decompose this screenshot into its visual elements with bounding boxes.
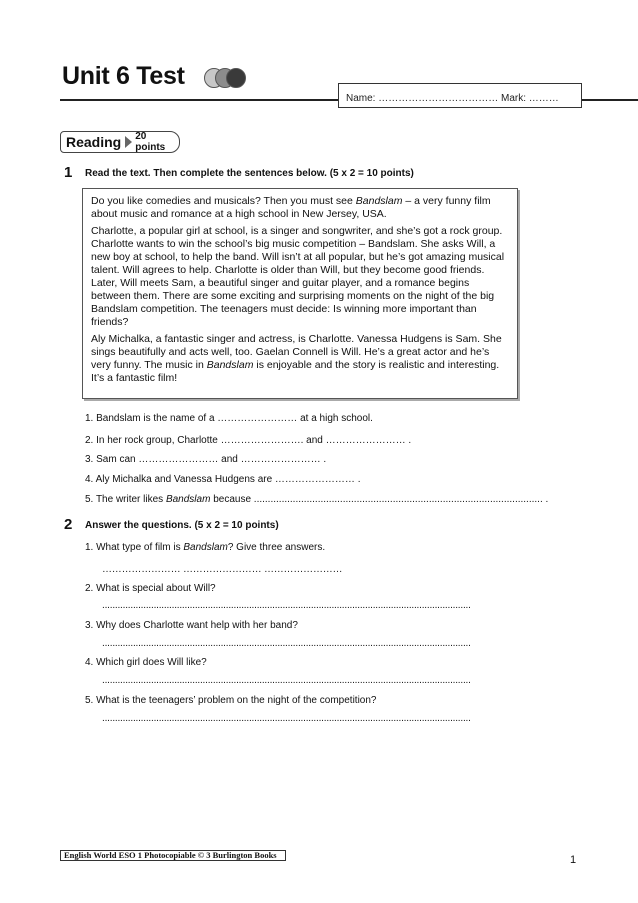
text-run: 1. Bandslam is the name of a …………………… at a high school. (85, 413, 373, 424)
exercise-1-number: 1 (64, 164, 73, 181)
italic-text: Bandslam (183, 542, 228, 553)
text-run: 5. The writer likes (85, 494, 166, 505)
unit-circles-icon (204, 68, 248, 90)
answer-line: ............................................................................................................................................... (102, 713, 471, 724)
answer-line: …………………… …………………… …………………… (102, 564, 343, 575)
text-run: is enjoyable and the story is realistic and interesting. It’s a fantastic film! (91, 359, 500, 384)
answer-line: ............................................................................................................................................... (102, 675, 471, 686)
section-tab (60, 131, 180, 153)
text-run: 2. In her rock group, Charlotte ……………………. and …………………… . (85, 435, 412, 446)
sentence-item (85, 474, 360, 485)
text-run: Aly Michalka, a fantastic singer and actress, is Charlotte. Vanessa Hudgens is Sam. She sings beautifully and acts well, too. Gaelan Connell is Will. He’s a great actor and he’s very funny. The music in (91, 333, 502, 371)
sentence-item (85, 494, 548, 505)
italic-text: Bandslam (165, 494, 211, 505)
text-run: 3. Sam can …………………… and …………………… . (85, 454, 327, 465)
text-run: 1. What type of film is (85, 542, 184, 553)
question-item (85, 620, 298, 631)
text-run: 4. Which girl does Will like? (85, 657, 207, 668)
text-run: 5. What is the teenagers’ problem on the night of the competition? (85, 695, 377, 706)
question-item (85, 583, 216, 594)
text-run: because ........................................................................................................ . (210, 494, 549, 505)
exercise-2-instruction: Answer the questions. (5 x 2 = 10 points) (85, 520, 279, 531)
question-item (85, 657, 207, 668)
sentence-item (85, 413, 373, 424)
answer-line: ............................................................................................................................................... (102, 638, 471, 649)
reading-text-box (82, 188, 518, 399)
exercise-1-instruction: Read the text. Then complete the sentences below. (5 x 2 = 10 points) (85, 168, 414, 179)
text-run: Charlotte, a popular girl at school, is a singer and songwriter, and she’s got a rock group. Charlotte wants to win the school’s big music competition – Bandslam. She asks Will, a new boy at school, to help the band. Will isn’t at all popular, but he’s got amazing musical talent. Will agrees to help. Charlotte is older than Will, but they become good friends. Later, Will meets Sam, a beautiful singer and guitar player, and a romance begins between them. There are some exciting and surprising moments on the night of the big Bandslam competition. The teenagers must decide: Is winning more important than friends? (91, 225, 505, 328)
text-run: ? Give three answers. (227, 542, 326, 553)
name-mark-box: Name: ……………………………… Mark: ……… (338, 83, 582, 108)
text-run: 4. Aly Michalka and Vanessa Hudgens are …………………… . (85, 474, 361, 485)
reading-paragraph (91, 195, 509, 221)
section-label: Reading (66, 134, 122, 150)
copyright-footer: English World ESO 1 Photocopiable © 3 Burlington Books (60, 850, 286, 861)
arrow-right-icon (125, 136, 132, 148)
section-points: 20 points (135, 131, 166, 153)
question-item (85, 695, 376, 706)
text-run: – a very funny film about music and romance at a high school in New Jersey, USA. (91, 195, 491, 220)
italic-text: Bandslam (206, 359, 254, 371)
reading-paragraph (91, 225, 509, 329)
page-number: 1 (570, 854, 577, 866)
sentence-item (85, 435, 411, 446)
reading-paragraph (91, 333, 509, 385)
sentence-item (85, 454, 326, 465)
text-run: 2. What is special about Will? (85, 583, 216, 594)
page-title: Unit 6 Test (62, 62, 185, 90)
text-run: 3. Why does Charlotte want help with her band? (85, 620, 298, 631)
italic-text: Bandslam (355, 195, 403, 207)
question-item (85, 542, 325, 553)
text-run: Do you like comedies and musicals? Then you must see (91, 195, 356, 207)
answer-line: ............................................................................................................................................... (102, 600, 471, 611)
exercise-2-number: 2 (64, 516, 73, 533)
